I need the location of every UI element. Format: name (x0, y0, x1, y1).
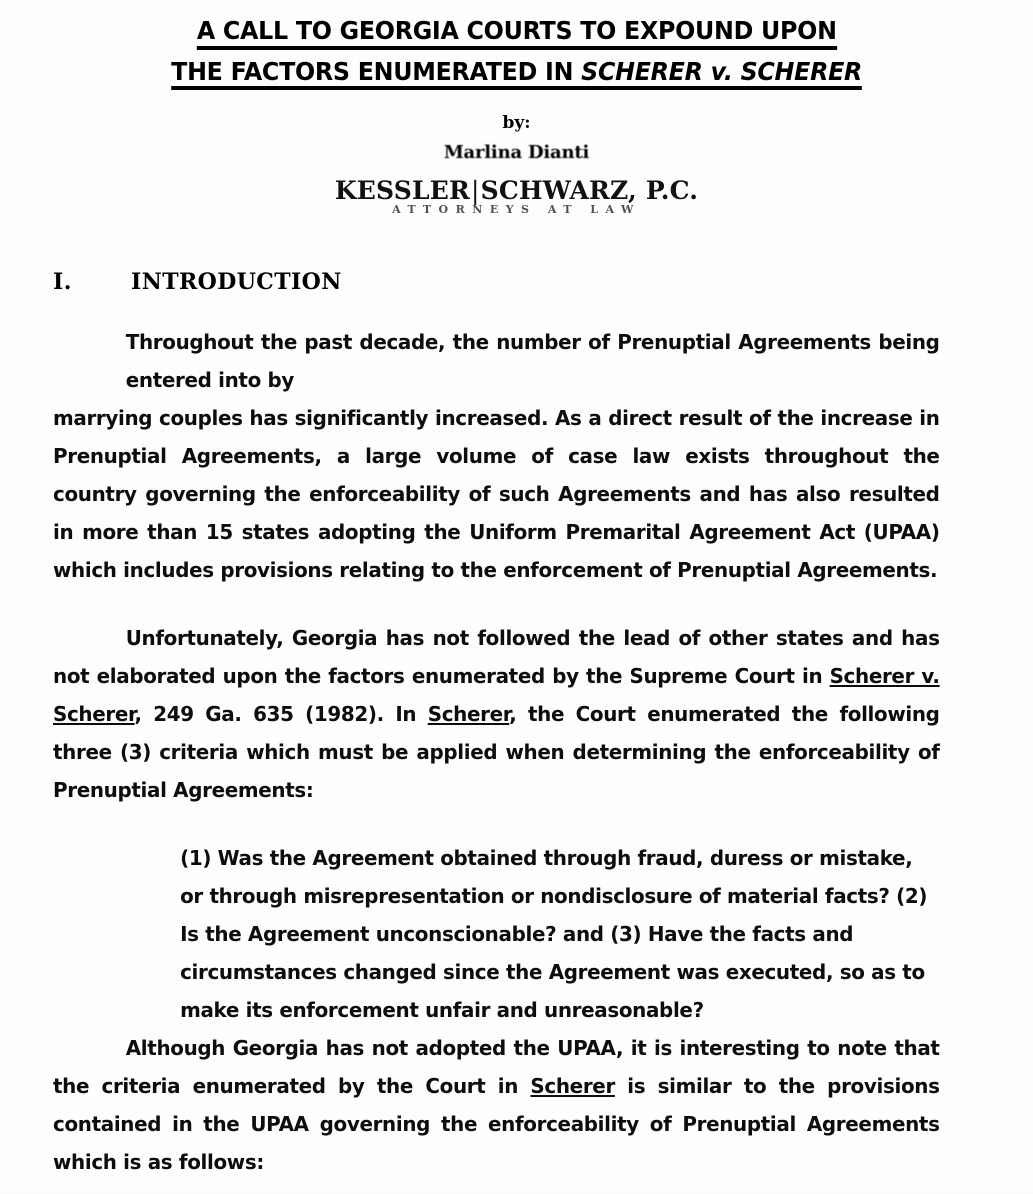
case-citation-scherer-short-2: Scherer (530, 1073, 615, 1098)
title-case-name: SCHERER v. SCHERER (581, 56, 862, 86)
byline-block (0, 113, 1033, 213)
paragraph-3-text-1: Although Georgia has not adopted the UPAA, it is interesting to note that the criteria enumerated by the Court in (53, 1035, 940, 1098)
section-title: INTRODUCTION (131, 268, 342, 295)
case-citation-scherer-v-scherer: Scherer v. Scherer (53, 663, 940, 726)
title-line-2 (171, 56, 862, 91)
firm-logo (0, 175, 1033, 213)
firm-name-part-2: SCHWARZ, P.C. (480, 175, 699, 205)
paragraph-2-text-2: , 249 Ga. 635 (1982). In (134, 701, 428, 726)
quote-line-1: (1) Was the Agreement obtained through fraud, duress or mistake, (180, 845, 913, 870)
paragraph-1 (53, 323, 940, 589)
paragraph-3-text-2: is similar to the provisions contained in the UPAA governing the enforceability of Prenuptial Agreements which is as follows: (53, 1073, 940, 1174)
paragraph-2-text-1: Unfortunately, Georgia has not followed the lead of other states and has not elaborated upon the factors enumerated by the Supreme Court in (53, 625, 940, 688)
quote-line-2: or through misrepresentation or nondisclosure of material facts? (2) (180, 883, 928, 908)
paragraph-2 (53, 619, 940, 809)
quote-line-4: circumstances changed since the Agreement was executed, so as to (180, 959, 925, 984)
paragraph-1-line-a: Throughout the past decade, the number of Prenuptial Agreements being (125, 329, 940, 354)
scherer-criteria-blockquote (53, 839, 940, 1029)
paragraph-1-line-b: entered into by (125, 367, 295, 392)
firm-tagline: ATTORNEYS AT LAW (392, 203, 641, 213)
paragraph-2-text-3: , the Court enumerated the following three (3) criteria which must be applied when determining the enforceability of Prenuptial Agreements: (53, 701, 940, 802)
document-body (0, 323, 1033, 1181)
paragraph-1-rest: marrying couples has significantly increased. As a direct result of the increase in Prenuptial Agreements, a large volume of case law exists throughout the country governing the enforceability of such Agreements and has also resulted in more than 15 states adopting the Uniform Premarital Agreement Act (UPAA) which includes provisions relating to the enforcement of Prenuptial Agreements. (53, 405, 940, 582)
title-line-1: A CALL TO GEORGIA COURTS TO EXPOUND UPON (197, 18, 837, 50)
case-citation-scherer-short: Scherer (427, 701, 510, 726)
quote-line-3: Is the Agreement unconscionable? and (3) Have the facts and (180, 921, 854, 946)
firm-divider: | (470, 175, 480, 205)
firm-name (0, 175, 1033, 205)
section-heading (0, 269, 1033, 295)
paragraph-3 (53, 1029, 940, 1181)
document-title-block (0, 0, 1033, 90)
paragraph-1-opening (53, 323, 940, 399)
byline-label: by: (502, 113, 531, 133)
quote-line-5: make its enforcement unfair and unreasonable? (180, 997, 704, 1022)
firm-name-part-1: KESSLER (334, 175, 470, 205)
title-line-2-prefix: THE FACTORS ENUMERATED IN (171, 56, 582, 86)
section-number: I. (53, 268, 72, 295)
author-name: Marlina Dianti (443, 142, 590, 164)
